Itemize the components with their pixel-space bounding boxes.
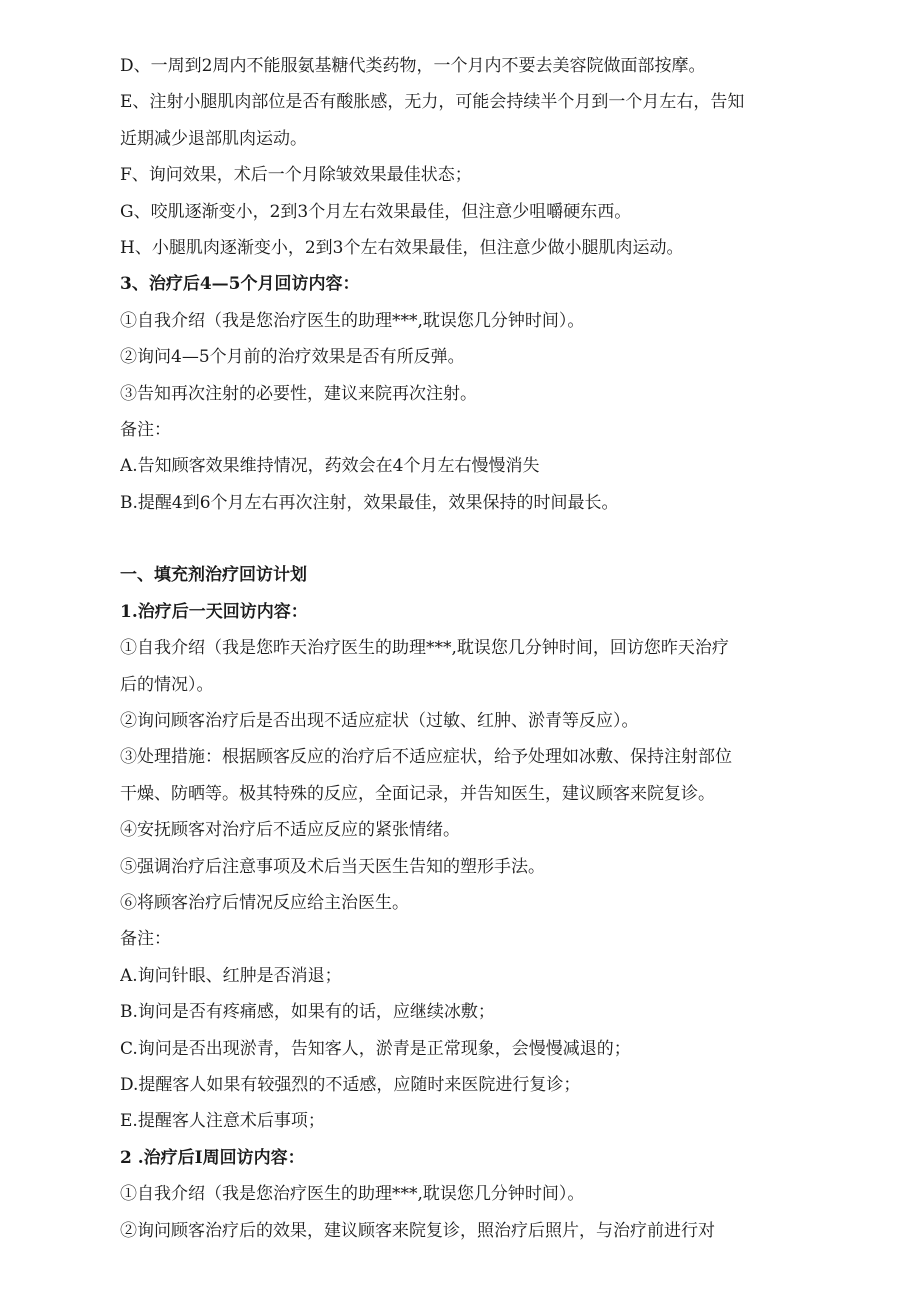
day1-note-a: A.询问针眼、红肿是否消退；: [120, 965, 342, 986]
day1-item-4: ④安抚顾客对治疗后不适应反应的紧张情绪。: [120, 820, 460, 841]
note-d: D、一周到2周内不能服氨基糖代类药物，一个月内不要去美容院做面部按摩。: [120, 56, 706, 76]
note-e-line2: 近期减少退部肌肉运动。: [120, 128, 307, 149]
day1-note-c: C.询问是否出现淤青，告知客人，淤青是正常现象，会慢慢减退的；: [120, 1038, 631, 1059]
section3-item-1: ①自我介绍（我是您治疗医生的助理***,耽误您几分钟时间）。: [120, 310, 585, 331]
day1-note-d: D.提醒客人如果有较强烈的不适感，应随时来医院进行复诊；: [120, 1074, 581, 1095]
section3-item-2: ②询问4—5个月前的治疗效果是否有所反弹。: [120, 347, 465, 368]
week1-heading: 2 .治疗后I周回访内容：: [120, 1147, 305, 1168]
day1-item-2: ②询问顾客治疗后是否出现不适应症状（过敏、红肿、淤青等反应）。: [120, 711, 639, 732]
day1-item-1-line2: 后的情况）。: [120, 674, 214, 695]
day1-item-6: ⑥将顾客治疗后情况反应给主治医生。: [120, 892, 409, 913]
note-h: H、小腿肌肉逐渐变小，2到3个左右效果最佳，但注意少做小腿肌肉运动。: [120, 237, 684, 258]
day1-note-b: B.询问是否有疼痛感，如果有的话，应继续冰敷；: [120, 1002, 495, 1023]
section-gap: [120, 521, 810, 557]
note-g: G、咬肌逐渐变小，2到3个月左右效果最佳，但注意少咀嚼硬东西。: [120, 201, 632, 222]
day1-item-1-line1: ①自我介绍（我是您昨天治疗医生的助理***,耽误您几分钟时间，回访您昨天治疗: [120, 638, 729, 659]
day1-note-e: E.提醒客人注意术后事项；: [120, 1111, 325, 1132]
section3-heading: 3、治疗后4—5个月回访内容：: [120, 274, 360, 295]
section3-note-b: B.提醒4到6个月左右再次注射，效果最佳，效果保持的时间最长。: [120, 492, 619, 513]
day1-item-3-line1: ③处理措施：根据顾客反应的治疗后不适应症状，给予处理如冰敷、保持注射部位: [120, 747, 732, 768]
section3-item-3: ③告知再次注射的必要性，建议来院再次注射。: [120, 383, 477, 404]
day1-heading: 1.治疗后一天回访内容：: [120, 601, 308, 622]
note-e-line1: E、注射小腿肌肉部位是否有酸胀感，无力，可能会持续半个月到一个月左右，告知: [120, 92, 745, 113]
section3-note-label: 备注：: [120, 419, 171, 440]
week1-item-1: ①自我介绍（我是您治疗医生的助理***,耽误您几分钟时间）。: [120, 1184, 585, 1205]
week1-item-2: ②询问顾客治疗后的效果，建议顾客来院复诊，照治疗后照片，与治疗前进行对: [120, 1220, 715, 1241]
day1-item-3-line2: 干燥、防晒等。极其特殊的反应，全面记录，并告知医生，建议顾客来院复诊。: [120, 783, 715, 804]
document-page: [120, 48, 810, 1249]
note-f: F、询问效果，术后一个月除皱效果最佳状态；: [120, 165, 472, 186]
section3-note-a: A.告知顾客效果维持情况，药效会在4个月左右慢慢消失: [120, 456, 540, 477]
day1-note-label: 备注：: [120, 929, 171, 950]
day1-item-5: ⑤强调治疗后注意事项及术后当天医生告知的塑形手法。: [120, 856, 545, 877]
filler-title: 一、填充剂治疗回访计划: [120, 565, 307, 586]
